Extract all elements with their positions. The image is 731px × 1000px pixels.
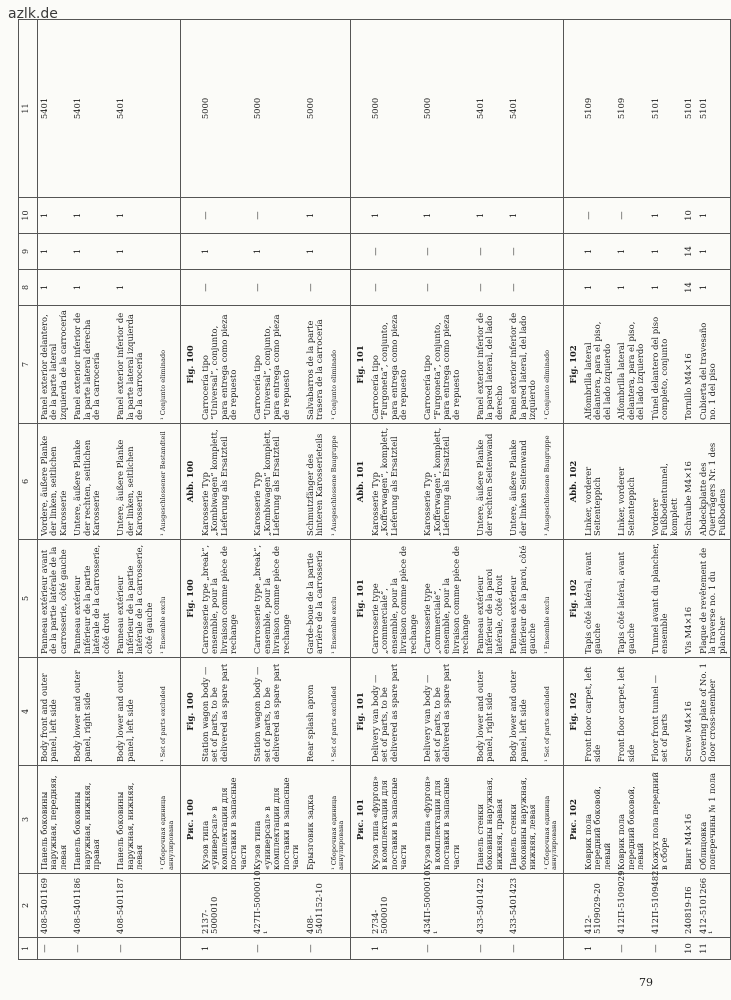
footnote: ¹ Сборочная единица аннулирована bbox=[541, 766, 564, 874]
col-header-6: 6 bbox=[19, 424, 38, 540]
figure-label: Рис. 100 bbox=[181, 766, 199, 874]
cell-c9: 14 bbox=[682, 234, 696, 270]
empty-cell bbox=[351, 234, 369, 270]
figure-label: Рис. 101 bbox=[351, 766, 369, 874]
cell-c9: 1 bbox=[71, 234, 114, 270]
cell-c4: Body lower and outer panel, right side bbox=[71, 658, 114, 766]
cell-c8: — bbox=[199, 270, 251, 306]
cell-c11: 5000 bbox=[369, 20, 421, 198]
footnote: ¹ Ensemble exclu bbox=[157, 540, 180, 658]
cell-c4: Delivery van body — set of parts, to be delivered as spare part bbox=[421, 658, 473, 766]
table-row bbox=[304, 20, 328, 960]
cell-c3: Кузов типа «фургон» в комплектации для поставки в запасные части bbox=[421, 766, 473, 874]
footnote: ¹ Ausgeschlossener Bestandteil bbox=[157, 424, 180, 540]
cell-c6: Karosserie Typ „Kofferwagen“, komplett, Lieferung als Ersatzteil bbox=[369, 424, 421, 540]
empty-cell bbox=[328, 938, 351, 960]
table-row bbox=[507, 20, 540, 960]
cell-c6: Vorderer Fußbodentunnel, komplett bbox=[649, 424, 682, 540]
figure-label: Abb. 102 bbox=[564, 424, 582, 540]
cell-c11: 5401 bbox=[507, 20, 540, 198]
table-row bbox=[251, 20, 303, 960]
cell-c5: Panneau extérieur inférieur de la paroi, côté gauche bbox=[507, 540, 540, 658]
cell-c7: Panel exterior inferior de la pared lateral, del lado izquierdo bbox=[507, 306, 540, 424]
col-header-3: 3 bbox=[19, 766, 38, 874]
empty-cell bbox=[351, 270, 369, 306]
cell-c9: 1 bbox=[38, 234, 72, 270]
figure-label: Abb. 101 bbox=[351, 424, 369, 540]
cell-c6: Untere, äußere Planke der linken Seitenwand bbox=[507, 424, 540, 540]
cell-c11: 5000 bbox=[304, 20, 328, 198]
cell-c3: Облицовка поперечины № 1 пола bbox=[697, 766, 731, 874]
cell-c7: Alfombrilla lateral delantera, para el piso, del lado izquierdo bbox=[582, 306, 615, 424]
cell-c4: Body lower and outer panel, left side bbox=[507, 658, 540, 766]
cell-c3: Кузов типа «универсал» в комплектации для поставки в запасные части bbox=[199, 766, 251, 874]
table-row bbox=[682, 20, 696, 960]
footnote: ¹ Сборочная единица аннулирована bbox=[328, 766, 351, 874]
cell-c2: 412-5109029-20 bbox=[582, 874, 615, 938]
cell-c1: — bbox=[649, 938, 682, 960]
cell-c2: 408-5401152-10 bbox=[304, 874, 328, 938]
cell-c8: — bbox=[369, 270, 421, 306]
cell-c7: Panel exterior inferior de la pared lateral, del lado derecho bbox=[474, 306, 507, 424]
cell-c1: 10 bbox=[682, 938, 696, 960]
cell-c4: Station wagon body — set of parts, to be delivered as spare part bbox=[251, 658, 303, 766]
cell-c9: 1 bbox=[199, 234, 251, 270]
cell-c5: Panneau extérieur inférieur de la paroi latérale, côté droit bbox=[474, 540, 507, 658]
table-row bbox=[649, 20, 682, 960]
cell-c11: 5000 bbox=[421, 20, 473, 198]
cell-c7: Alfombrilla lateral delantera, para el piso, del lado izquierdo bbox=[615, 306, 648, 424]
cell-c6: Untere, äußere Planke der rechten Seitenwand bbox=[474, 424, 507, 540]
cell-c1: — bbox=[421, 938, 473, 960]
cell-c7: Carrocería tipo “Universal”, conjunto, para entrega como pieza de repuesto bbox=[251, 306, 303, 424]
cell-c2: 412П-5109482 bbox=[649, 874, 682, 938]
cell-c10: 1 bbox=[474, 198, 507, 234]
cell-c10: 1 bbox=[697, 198, 731, 234]
cell-c10: — bbox=[615, 198, 648, 234]
cell-c11: 5109 bbox=[615, 20, 648, 198]
cell-c6: Linker, vorderer Seitenteppich bbox=[582, 424, 615, 540]
table-row bbox=[474, 20, 507, 960]
empty-cell bbox=[541, 938, 564, 960]
cell-c5: Panneau extérieur inférieur de la partie latérale de la carrosserie, côté gauche bbox=[114, 540, 157, 658]
cell-c5: Tunnel avant du plancher, ensemble bbox=[649, 540, 682, 658]
empty-cell bbox=[541, 874, 564, 938]
cell-c3: Панель стенки боковины наружная, нижняя, правая bbox=[474, 766, 507, 874]
cell-c2: 2734-5000010 bbox=[369, 874, 421, 938]
cell-c4: Station wagon body — set of parts, to be delivered as spare part bbox=[199, 658, 251, 766]
cell-c6: Schraube M4×16 bbox=[682, 424, 696, 540]
empty-cell bbox=[541, 234, 564, 270]
empty-cell bbox=[351, 874, 369, 938]
footnote: ¹ Conjunto eliminado bbox=[157, 306, 180, 424]
footnote: ¹ Ensemble exclu bbox=[541, 540, 564, 658]
cell-c6: Schmutzfänger des hinteren Karosserieteils bbox=[304, 424, 328, 540]
cell-c7: Cubierta del travesaño no. 1 del piso bbox=[697, 306, 731, 424]
footnote: ¹ Ausgeschlossene Baugruppe bbox=[541, 424, 564, 540]
col-header-9: 9 bbox=[19, 234, 38, 270]
cell-c6: Vordere, äußere Planke der linken, seitlichen Karosserie bbox=[38, 424, 72, 540]
cell-c6: Untere, äußere Planke der rechten, seitlichen Karosserie bbox=[71, 424, 114, 540]
empty-cell bbox=[157, 938, 180, 960]
table-row bbox=[114, 20, 157, 960]
cell-c9: — bbox=[369, 234, 421, 270]
empty-cell bbox=[181, 270, 199, 306]
cell-c6: Karosserie Typ „Kombiwagen“ komplett, Lieferung als Ersatzteil bbox=[251, 424, 303, 540]
cell-c5: Panneau extérieur avant de la partie latérale de la carrosserie, côté gauche bbox=[38, 540, 72, 658]
footnote: ¹ Set of parts excluded bbox=[157, 658, 180, 766]
cell-c3: Коврик пола передний боковой, левый bbox=[582, 766, 615, 874]
empty-cell bbox=[541, 198, 564, 234]
figure-label: Fig. 101 bbox=[351, 658, 369, 766]
cell-c2: 433-5401422 bbox=[474, 874, 507, 938]
cell-c7: Carrocería tipo “Universal”, conjunto, para entrega como pieza de repuesto bbox=[199, 306, 251, 424]
empty-cell bbox=[564, 234, 582, 270]
figure-label: Fig. 101 bbox=[351, 540, 369, 658]
cell-c3: Коврик пола передний боковой, левый bbox=[615, 766, 648, 874]
table-row bbox=[38, 20, 72, 960]
cell-c9: — bbox=[421, 234, 473, 270]
cell-c5: Garde-boue de la partie arrière de la carrosserie bbox=[304, 540, 328, 658]
empty-cell bbox=[328, 874, 351, 938]
cell-c4: Front floor carpet, left side bbox=[615, 658, 648, 766]
cell-c1: — bbox=[38, 938, 72, 960]
cell-c10: — bbox=[199, 198, 251, 234]
cell-c3: Панель боковины наружная, нижняя, левая bbox=[114, 766, 157, 874]
cell-c3: Панель боковины наружная, передняя, левая bbox=[38, 766, 72, 874]
table-row bbox=[71, 20, 114, 960]
figure-heading-row bbox=[351, 20, 369, 960]
cell-c11: 5401 bbox=[474, 20, 507, 198]
empty-cell bbox=[157, 874, 180, 938]
figure-label: Рис. 102 bbox=[564, 766, 582, 874]
cell-c6: Linker, vorderer Seitenteppich bbox=[615, 424, 648, 540]
cell-c1: — bbox=[615, 938, 648, 960]
empty-cell bbox=[157, 234, 180, 270]
empty-cell bbox=[181, 198, 199, 234]
cell-c8: — bbox=[507, 270, 540, 306]
empty-cell bbox=[157, 270, 180, 306]
cell-c8: 1 bbox=[649, 270, 682, 306]
empty-cell bbox=[328, 270, 351, 306]
cell-c4: Front floor carpet, left side bbox=[582, 658, 615, 766]
cell-c10: 1 bbox=[507, 198, 540, 234]
cell-c5: Carrosserie type „break“, ensemble, pour la livraison comme pièce de rechange bbox=[199, 540, 251, 658]
cell-c6: Abdeckplatte des Querträgers Nr. 1 des Fußbodens bbox=[697, 424, 731, 540]
cell-c11: 5401 bbox=[71, 20, 114, 198]
cell-c2: 433-5401423 bbox=[507, 874, 540, 938]
cell-c4: Screw M4×16 bbox=[682, 658, 696, 766]
cell-c7: Panel exterior inferior de la parte lateral derecha de la carrocería bbox=[71, 306, 114, 424]
empty-cell bbox=[564, 20, 582, 198]
cell-c8: 1 bbox=[697, 270, 731, 306]
cell-c8: — bbox=[251, 270, 303, 306]
empty-cell bbox=[181, 234, 199, 270]
cell-c11: 5109 bbox=[582, 20, 615, 198]
cell-c4: Body lower and outer panel, right side bbox=[474, 658, 507, 766]
figure-heading-row bbox=[564, 20, 582, 960]
footnote: ¹ Set of parts excluded bbox=[541, 658, 564, 766]
cell-c3: Брызговик задка bbox=[304, 766, 328, 874]
cell-c9: — bbox=[474, 234, 507, 270]
cell-c8: 1 bbox=[615, 270, 648, 306]
parts-table bbox=[18, 19, 731, 960]
footnote: ¹ Ausgeschlossene Baugruppe bbox=[328, 424, 351, 540]
cell-c10: 1 bbox=[369, 198, 421, 234]
col-header-2: 2 bbox=[19, 874, 38, 938]
empty-cell bbox=[351, 20, 369, 198]
table-row bbox=[582, 20, 615, 960]
watermark: azlk.de bbox=[8, 6, 58, 22]
cell-c2: 408-5401187 bbox=[114, 874, 157, 938]
figure-label: Fig. 101 bbox=[351, 306, 369, 424]
cell-c3: Кузов типа «универсал» в комплектации для поставки в запасные части bbox=[251, 766, 303, 874]
empty-cell bbox=[181, 874, 199, 938]
footnote-row bbox=[328, 20, 351, 960]
cell-c11: 5000 bbox=[199, 20, 251, 198]
cell-c8: 1 bbox=[582, 270, 615, 306]
col-header-10: 10 bbox=[19, 198, 38, 234]
cell-c5: Carrosserie type „commerciale“, ensemble, pour la livraison comme pièce de rechange bbox=[369, 540, 421, 658]
cell-c2: 412-5101266 ¹ bbox=[697, 874, 731, 938]
empty-cell bbox=[564, 874, 582, 938]
cell-c11: 5401 bbox=[114, 20, 157, 198]
cell-c9: 1 bbox=[251, 234, 303, 270]
cell-c1: — bbox=[507, 938, 540, 960]
cell-c4: Body lower and outer panel, left side bbox=[114, 658, 157, 766]
empty-cell bbox=[541, 270, 564, 306]
cell-c10: 1 bbox=[649, 198, 682, 234]
table-row bbox=[697, 20, 731, 960]
figure-label: Fig. 100 bbox=[181, 658, 199, 766]
empty-cell bbox=[181, 938, 199, 960]
cell-c9: 1 bbox=[582, 234, 615, 270]
footnote: ¹ Сборочная единица аннулирована bbox=[157, 766, 180, 874]
cell-c7: Salvabarros de la parte trasera de la carrocería bbox=[304, 306, 328, 424]
cell-c6: Karosserie Typ „Kofferwagen“, komplett, Lieferung als Ersatzteil bbox=[421, 424, 473, 540]
cell-c11: 5000 bbox=[251, 20, 303, 198]
cell-c11: 5101 bbox=[697, 20, 731, 198]
table-row bbox=[369, 20, 421, 960]
cell-c2: 240819-П6 bbox=[682, 874, 696, 938]
cell-c2: 427П-5000010 ¹ bbox=[251, 874, 303, 938]
footnote-row bbox=[541, 20, 564, 960]
cell-c1: 1 bbox=[582, 938, 615, 960]
cell-c8: 1 bbox=[38, 270, 72, 306]
cell-c7: Tornillo M4×16 bbox=[682, 306, 696, 424]
cell-c7: Túnel delantero del piso completo, conjunto bbox=[649, 306, 682, 424]
cell-c5: Tapis côté latéral, avant gauche bbox=[582, 540, 615, 658]
cell-c7: Panel exterior inferior de la parte lateral izquierda de la carrocería bbox=[114, 306, 157, 424]
footnote: ¹ Conjunto eliminado bbox=[328, 306, 351, 424]
cell-c9: 1 bbox=[697, 234, 731, 270]
empty-cell bbox=[157, 198, 180, 234]
figure-label: Fig. 102 bbox=[564, 540, 582, 658]
cell-c1: — bbox=[114, 938, 157, 960]
cell-c4: Covering plate of No. 1 floor cross-member bbox=[697, 658, 731, 766]
figure-label: Fig. 102 bbox=[564, 658, 582, 766]
cell-c1: 1 bbox=[199, 938, 251, 960]
cell-c8: 1 bbox=[71, 270, 114, 306]
col-header-4: 4 bbox=[19, 658, 38, 766]
cell-c5: Carrosserie type „commerciale“, ensemble, pour la livraison comme pièce de rechange bbox=[421, 540, 473, 658]
cell-c4: Rear splash apron bbox=[304, 658, 328, 766]
cell-c8: — bbox=[421, 270, 473, 306]
cell-c1: — bbox=[304, 938, 328, 960]
empty-cell bbox=[157, 20, 180, 198]
cell-c2: 408-5401186 bbox=[71, 874, 114, 938]
cell-c5: Plaque de revêtement de la traverse no. 1 du plancher bbox=[697, 540, 731, 658]
cell-c2: 412П-5109029 bbox=[615, 874, 648, 938]
cell-c3: Панель боковины наружная, нижняя, правая bbox=[71, 766, 114, 874]
cell-c1: — bbox=[474, 938, 507, 960]
cell-c5: Panneau extérieur inférieur de la partie latérale de la carrosserie, côté droit bbox=[71, 540, 114, 658]
table-row bbox=[199, 20, 251, 960]
cell-c10: 10 bbox=[682, 198, 696, 234]
figure-label: Abb. 100 bbox=[181, 424, 199, 540]
figure-heading-row bbox=[181, 20, 199, 960]
table-row bbox=[421, 20, 473, 960]
cell-c1: 1 bbox=[369, 938, 421, 960]
cell-c6: Untere, äußere Planke der linken, seitlichen Karosserie bbox=[114, 424, 157, 540]
footnote: ¹ Ensemble exclu bbox=[328, 540, 351, 658]
cell-c10: 1 bbox=[304, 198, 328, 234]
cell-c4: Delivery van body — set of parts, to be delivered as spare part bbox=[369, 658, 421, 766]
empty-cell bbox=[328, 20, 351, 198]
col-header-8: 8 bbox=[19, 270, 38, 306]
cell-c8: 14 bbox=[682, 270, 696, 306]
cell-c8: 1 bbox=[114, 270, 157, 306]
footnote-row bbox=[157, 20, 180, 960]
cell-c3: Кузов типа «фургон» в комплектации для поставки в запасные части bbox=[369, 766, 421, 874]
cell-c9: — bbox=[507, 234, 540, 270]
footnote: ¹ Conjunto eliminado bbox=[541, 306, 564, 424]
figure-label: Fig. 102 bbox=[564, 306, 582, 424]
cell-c3: Панель стенки боковины наружная, нижняя, левая bbox=[507, 766, 540, 874]
cell-c4: Floor front tunnel — set of parts bbox=[649, 658, 682, 766]
cell-c10: — bbox=[251, 198, 303, 234]
table-row bbox=[615, 20, 648, 960]
cell-c3: Кожух пола передний в сборе bbox=[649, 766, 682, 874]
cell-c1: — bbox=[71, 938, 114, 960]
empty-cell bbox=[564, 198, 582, 234]
cell-c10: 1 bbox=[421, 198, 473, 234]
col-header-11: 11 bbox=[19, 20, 38, 198]
cell-c10: — bbox=[582, 198, 615, 234]
cell-c7: Carrocería tipo “Furgoneta”, conjunto, para entrega como pieza de repuesto bbox=[421, 306, 473, 424]
cell-c6: Karosserie Typ „Kombiwagen“ komplett, Lieferung als Ersatzteil bbox=[199, 424, 251, 540]
page-number: 79 bbox=[639, 976, 653, 989]
footnote: ¹ Set of parts excluded bbox=[328, 658, 351, 766]
col-header-1: 1 bbox=[19, 938, 38, 960]
cell-c2: 408-5401169 bbox=[38, 874, 72, 938]
cell-c2: 2137-5000010 bbox=[199, 874, 251, 938]
cell-c9: 1 bbox=[649, 234, 682, 270]
empty-cell bbox=[564, 938, 582, 960]
cell-c5: Tapis côté latéral, avant gauche bbox=[615, 540, 648, 658]
cell-c11: 5401 bbox=[38, 20, 72, 198]
col-header-5: 5 bbox=[19, 540, 38, 658]
figure-label: Fig. 100 bbox=[181, 540, 199, 658]
cell-c8: — bbox=[474, 270, 507, 306]
cell-c2: 434П-5000010 ¹ bbox=[421, 874, 473, 938]
cell-c11: 5101 bbox=[682, 20, 696, 198]
cell-c10: 1 bbox=[38, 198, 72, 234]
cell-c7: Panel exterior delantero, de la parte lateral izquierda de la carrocería bbox=[38, 306, 72, 424]
empty-cell bbox=[564, 270, 582, 306]
cell-c1: 11 bbox=[697, 938, 731, 960]
cell-c5: Carrosserie type „break“, ensemble, pour la livraison comme pièce de rechange bbox=[251, 540, 303, 658]
cell-c7: Carrocería tipo “Furgoneta”, conjunto, para entrega como pieza de repuesto bbox=[369, 306, 421, 424]
empty-cell bbox=[181, 20, 199, 198]
empty-cell bbox=[328, 198, 351, 234]
cell-c11: 5101 bbox=[649, 20, 682, 198]
empty-cell bbox=[351, 198, 369, 234]
cell-c10: 1 bbox=[114, 198, 157, 234]
cell-c10: 1 bbox=[71, 198, 114, 234]
cell-c3: Винт М4×16 bbox=[682, 766, 696, 874]
cell-c9: 1 bbox=[304, 234, 328, 270]
figure-label: Fig. 100 bbox=[181, 306, 199, 424]
col-header-7: 7 bbox=[19, 306, 38, 424]
cell-c4: Body front and outer panel, left side bbox=[38, 658, 72, 766]
column-header-row bbox=[19, 20, 38, 960]
parts-catalog-table-rotated bbox=[18, 20, 727, 960]
empty-cell bbox=[351, 938, 369, 960]
table-body bbox=[38, 20, 731, 960]
empty-cell bbox=[328, 234, 351, 270]
cell-c9: 1 bbox=[114, 234, 157, 270]
cell-c8: — bbox=[304, 270, 328, 306]
cell-c5: Vis M4×16 bbox=[682, 540, 696, 658]
cell-c1: — bbox=[251, 938, 303, 960]
cell-c9: 1 bbox=[615, 234, 648, 270]
empty-cell bbox=[541, 20, 564, 198]
